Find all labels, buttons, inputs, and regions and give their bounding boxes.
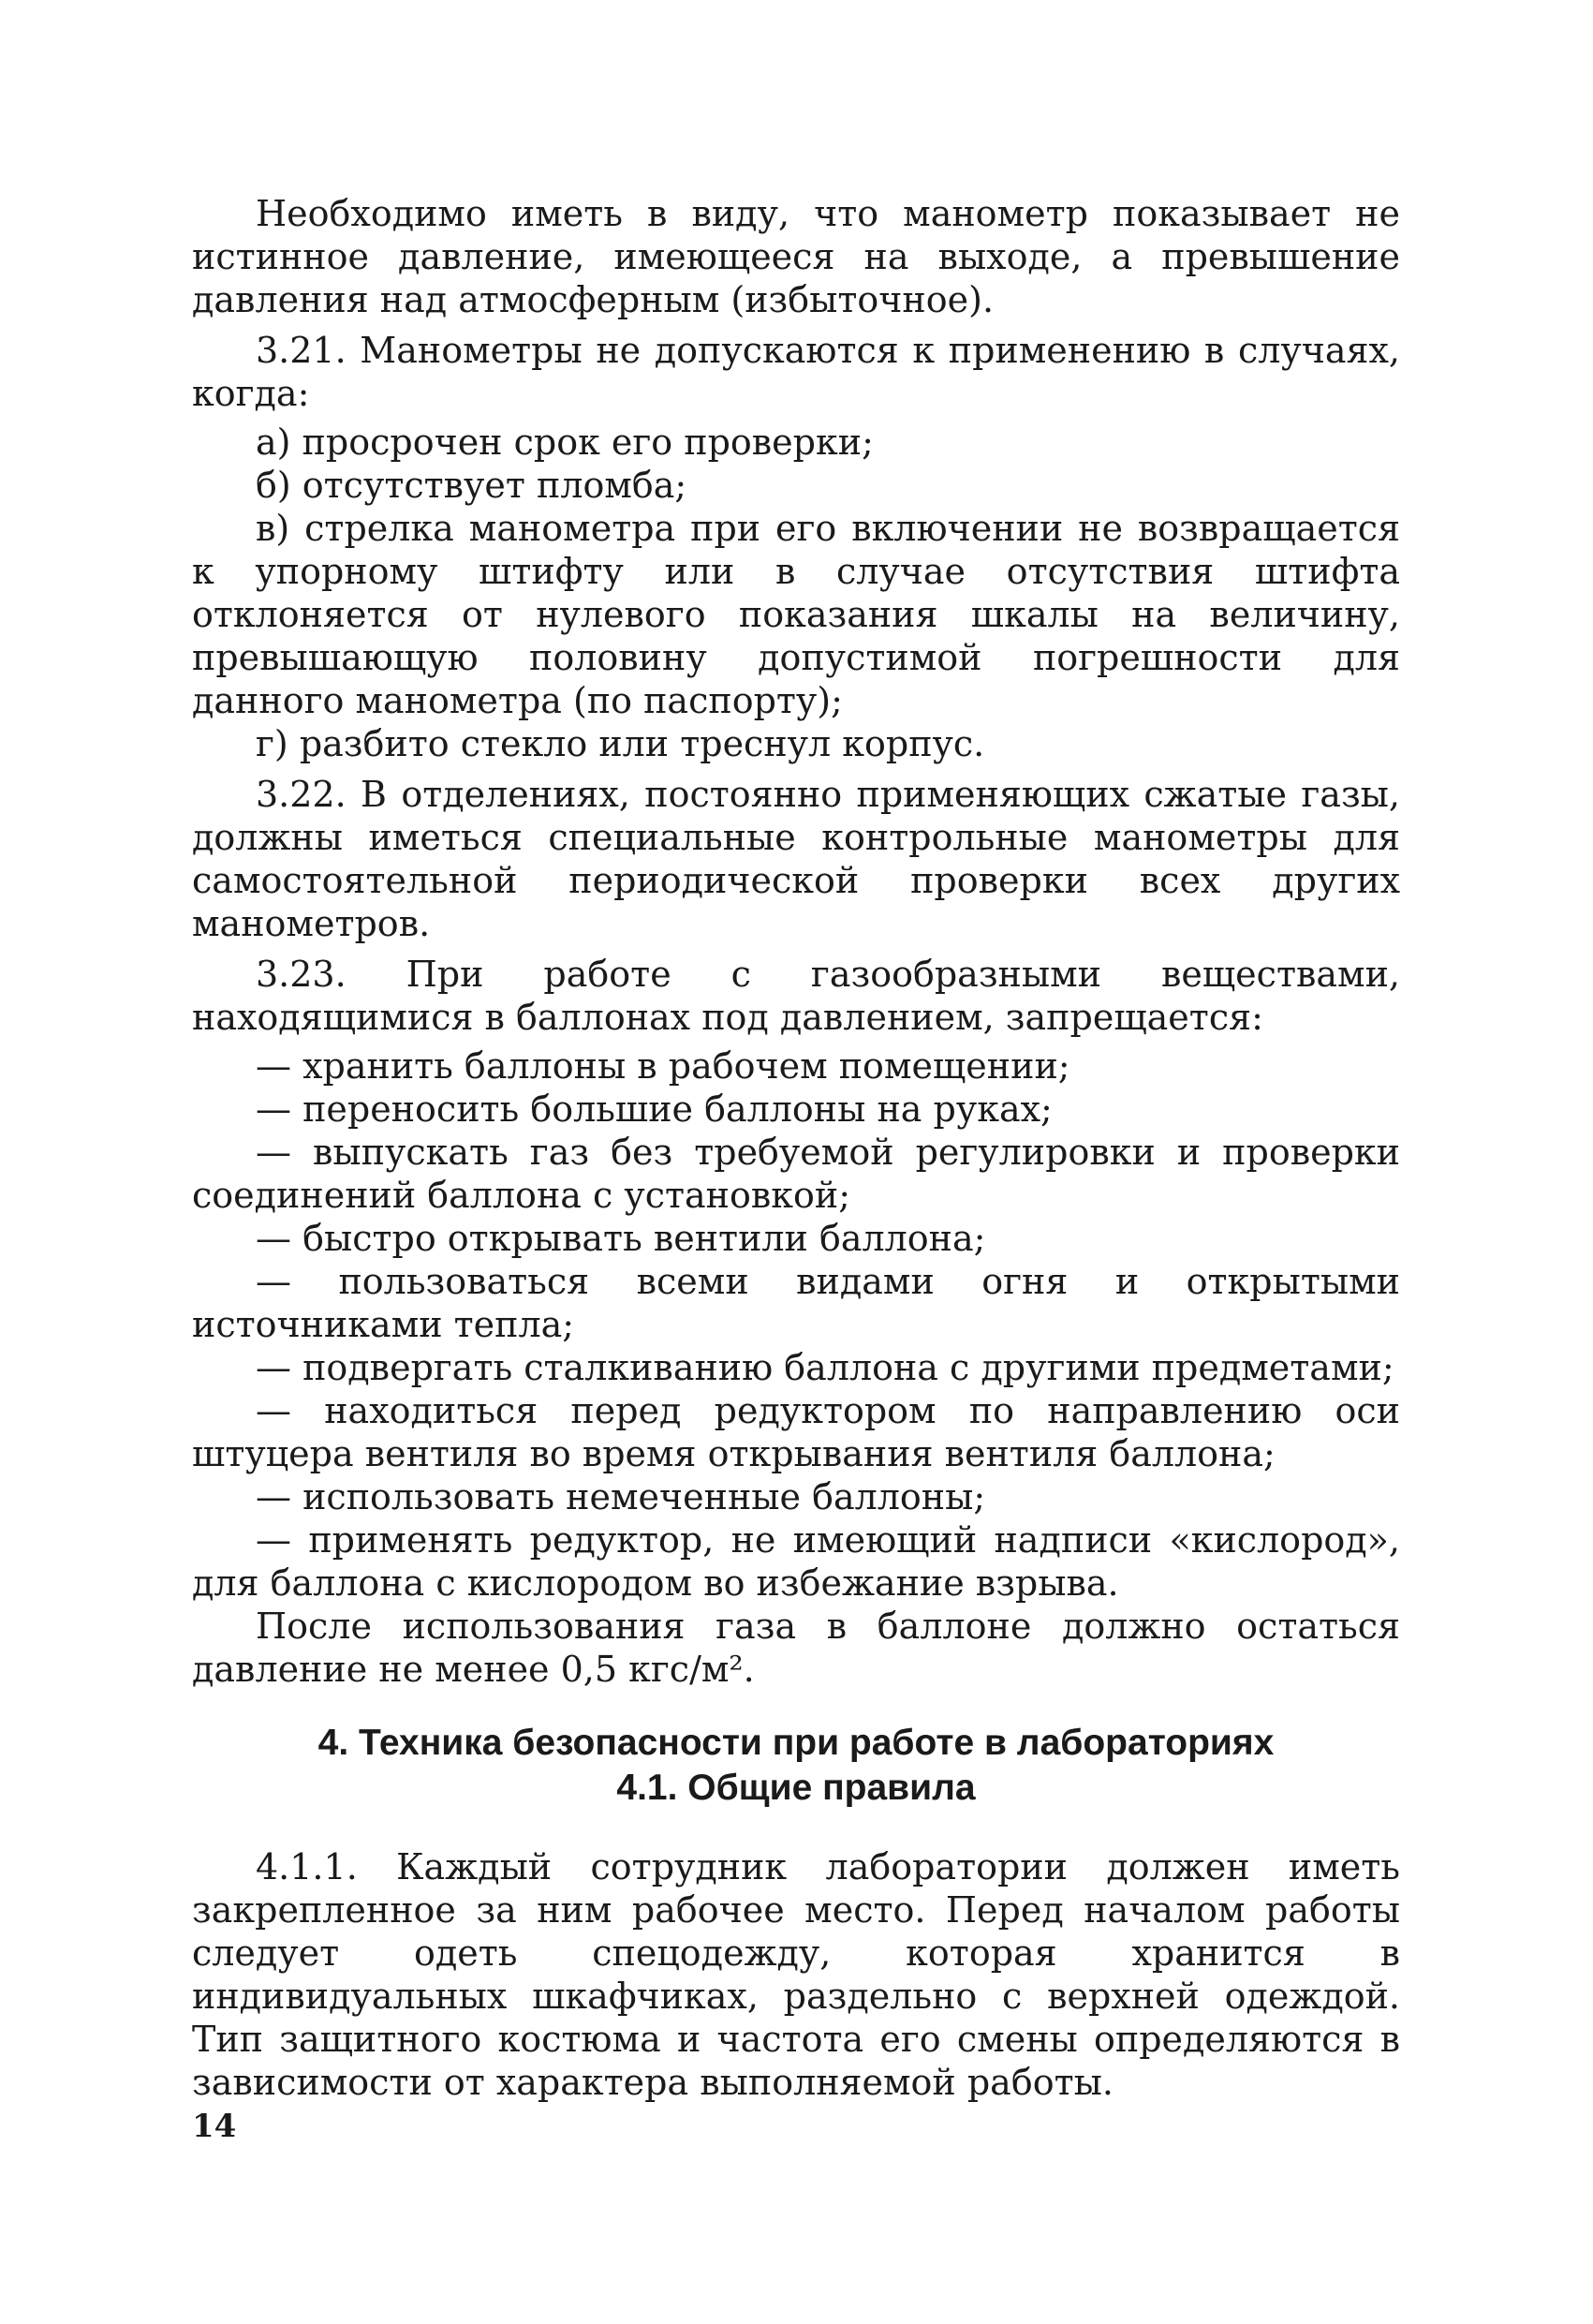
clause-3-23-item: — переносить большие баллоны на руках; [256,1088,1053,1130]
clause-3-23-item: — использовать немеченные баллоны; [256,1476,986,1517]
clause-3-23-heading: 3.23. При работе с газообразными веществами, находящимися в баллонах под давлением, запрещается: [192,954,1400,1038]
clause-3-21-heading: 3.21. Манометры не допускаются к применению в случаях, когда: [192,330,1400,414]
intro-paragraph: Необходимо иметь в виду, что манометр показывает не истинное давление, имеющееся на выходе, а превышение давления над атмосферным (избыточное). [192,193,1400,320]
section-title: 4. Техника безопасности при работе в лабораториях [317,1723,1275,1763]
clause-3-23-item: — хранить баллоны в рабочем помещении; [256,1045,1070,1087]
section-heading-block [192,1721,1400,1811]
clause-3-23-item: — пользоваться всеми видами огня и открытыми источниками тепла; [192,1261,1400,1345]
page-number: 14 [192,2108,237,2145]
clause-3-23-closing: После использования газа в баллоне должно остаться давление не менее 0,5 кгс/м². [192,1606,1400,1690]
clause-3-22-paragraph: 3.22. В отделениях, постоянно применяющих сжатые газы, должны иметься специальные контрольные манометры для самостоятельной периодической проверки всех других манометров. [192,774,1400,944]
clause-3-23-item: — выпускать газ без требуемой регулировки и проверки соединений баллона с установкой; [192,1132,1400,1216]
clause-3-23-item: — применять редуктор, не имеющий надписи «кислород», для баллона с кислородом во избежание взрыва. [192,1519,1400,1604]
clause-3-21-item-b: б) отсутствует пломба; [256,465,687,506]
clause-4-1-1-paragraph: 4.1.1. Каждый сотрудник лаборатории должен иметь закрепленное за ним рабочее место. Перед началом работы следует одеть спецодежду, которая хранится в индивидуальных шкафчиках, раздельно с верхней одеждой. Тип защитного костюма и частота его смены определяются в зависимости от характера выполняемой работы. [192,1846,1400,2103]
clause-3-23-item: — находиться перед редуктором по направлению оси штуцера вентиля во время открывания вентиля баллона; [192,1390,1400,1474]
page-body [192,192,1400,1691]
section-4-body [192,1845,1400,2104]
clause-3-21-item-g: г) разбито стекло или треснул корпус. [256,723,985,764]
subsection-title: 4.1. Общие правила [616,1768,976,1808]
clause-3-23-item: — быстро открывать вентили баллона; [256,1218,986,1259]
clause-3-21-item-v: в) стрелка манометра при его включении не возвращается к упорному штифту или в случае отсутствия штифта отклоняется от нулевого показания шкалы на величину, превышающую половину допустимой погрешности для данного манометра (по паспорту); [192,508,1400,721]
clause-3-21-item-a: а) просрочен срок его проверки; [256,422,874,463]
clause-3-23-item: — подвергать сталкиванию баллона с другими предметами; [256,1347,1394,1388]
